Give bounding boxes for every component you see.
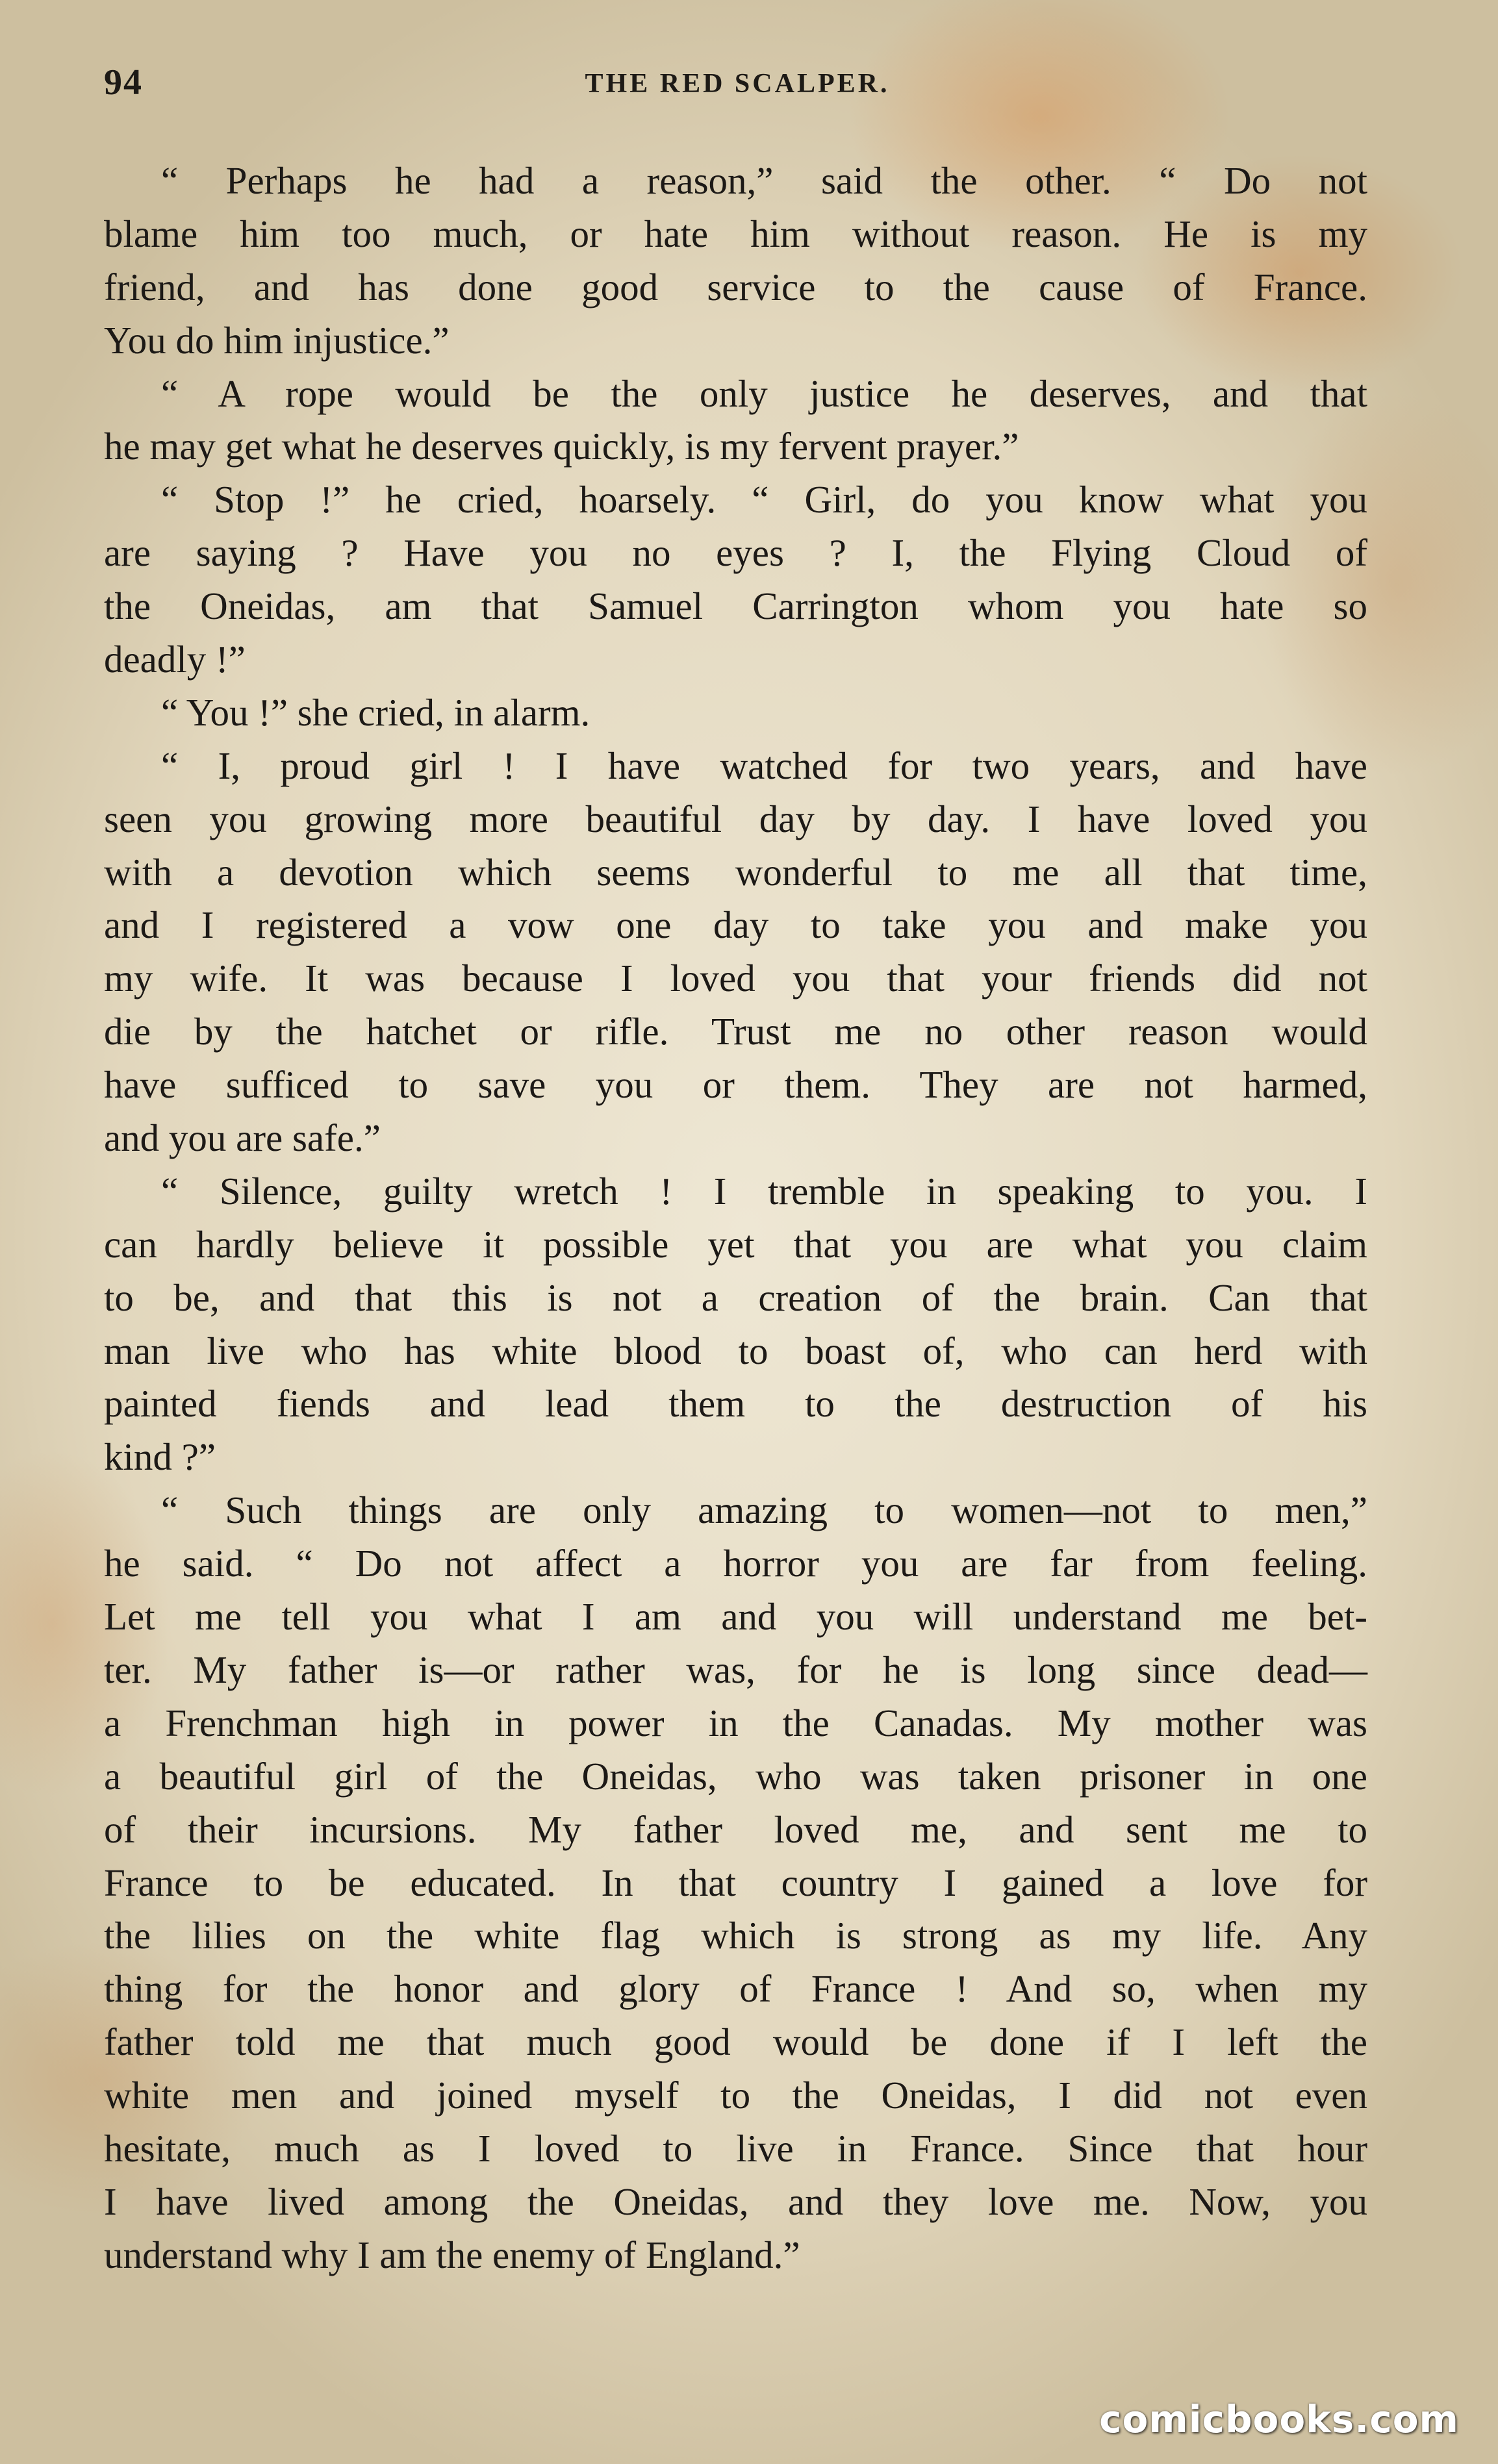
text-line: “ Perhaps he had a reason,” said the other. “ Do not [161, 159, 1367, 202]
watermark-text: comicbooks.com [1099, 2397, 1459, 2441]
paragraph [104, 686, 1367, 740]
text-line: a beautiful girl of the Oneidas, who was taken prisoner in one [104, 1754, 1367, 1798]
text-line: of their incursions. My father loved me, and sent me to [104, 1807, 1367, 1851]
text-line: the Oneidas, am that Samuel Carrington whom you hate so [104, 585, 1367, 628]
text-line: and you are safe.” [104, 1116, 381, 1160]
text-line: the lilies on the white flag which is strong as my life. Any [104, 1914, 1367, 1957]
text-line: hesitate, much as I loved to live in France. Since that hour [104, 2126, 1367, 2170]
text-line: have sufficed to save you or them. They are not harmed, [104, 1063, 1367, 1107]
text-line: ter. My father is—or rather was, for he is long since dead— [104, 1648, 1367, 1691]
text-line: deadly !” [104, 638, 246, 681]
text-line: kind ?” [104, 1435, 216, 1479]
text-line: seen you growing more beautiful day by day. I have loved you [104, 797, 1367, 840]
text-line: painted fiends and lead them to the destruction of his [104, 1382, 1367, 1426]
text-line: France to be educated. In that country I gained a love for [104, 1861, 1367, 1904]
text-line: “ You !” she cried, in alarm. [161, 690, 590, 734]
running-title: THE RED SCALPER. [585, 69, 890, 99]
text-line: I have lived among the Oneidas, and they love me. Now, you [104, 2180, 1367, 2223]
paragraph [104, 1484, 1367, 2282]
text-line: he may get what he deserves quickly, is my fervent prayer.” [104, 425, 1019, 468]
paragraph [104, 1165, 1367, 1484]
paragraph [104, 368, 1367, 474]
page-number: 94 [104, 62, 143, 103]
text-line: a Frenchman high in power in the Canadas. My mother was [104, 1701, 1367, 1744]
text-line: man live who has white blood to boast of, who can herd with [104, 1329, 1367, 1372]
text-line: to be, and that this is not a creation of the brain. Can that [104, 1276, 1367, 1319]
paragraph [104, 473, 1367, 686]
text-line: die by the hatchet or rifle. Trust me no other reason would [104, 1010, 1367, 1053]
text-line: father told me that much good would be done if I left the [104, 2020, 1367, 2064]
text-line: “ Silence, guilty wretch ! I tremble in speaking to you. I [161, 1169, 1367, 1213]
text-line: You do him injustice.” [104, 318, 450, 362]
text-line: can hardly believe it possible yet that you are what you claim [104, 1222, 1367, 1266]
text-line: and I registered a vow one day to take you and make you [104, 903, 1367, 947]
text-line: “ I, proud girl ! I have watched for two years, and have [161, 744, 1367, 787]
paragraph [104, 155, 1367, 368]
text-line: friend, and has done good service to the cause of France. [104, 265, 1367, 308]
text-line: “ Stop !” he cried, hoarsely. “ Girl, do you know what you [161, 478, 1367, 522]
text-line: blame him too much, or hate him without reason. He is my [104, 212, 1367, 255]
text-line: white men and joined myself to the Oneidas, I did not even [104, 2074, 1367, 2117]
text-line: understand why I am the enemy of England.” [104, 2233, 800, 2276]
text-line: are saying ? Have you no eyes ? I, the Flying Cloud of [104, 531, 1367, 575]
text-line: thing for the honor and glory of France ! And so, when my [104, 1967, 1367, 2011]
paragraph [104, 740, 1367, 1165]
text-line: “ A rope would be the only justice he deserves, and that [161, 371, 1367, 415]
page-header [104, 62, 1371, 120]
text-line: with a devotion which seems wonderful to me all that time, [104, 850, 1367, 894]
text-line: Let me tell you what I am and you will understand me bet- [104, 1595, 1367, 1639]
text-line: “ Such things are only amazing to women—not to men,” [161, 1489, 1367, 1532]
page-text [104, 155, 1367, 2282]
text-line: my wife. It was because I loved you that your friends did not [104, 957, 1367, 1000]
text-line: he said. “ Do not affect a horror you are far from feeling. [104, 1542, 1367, 1585]
